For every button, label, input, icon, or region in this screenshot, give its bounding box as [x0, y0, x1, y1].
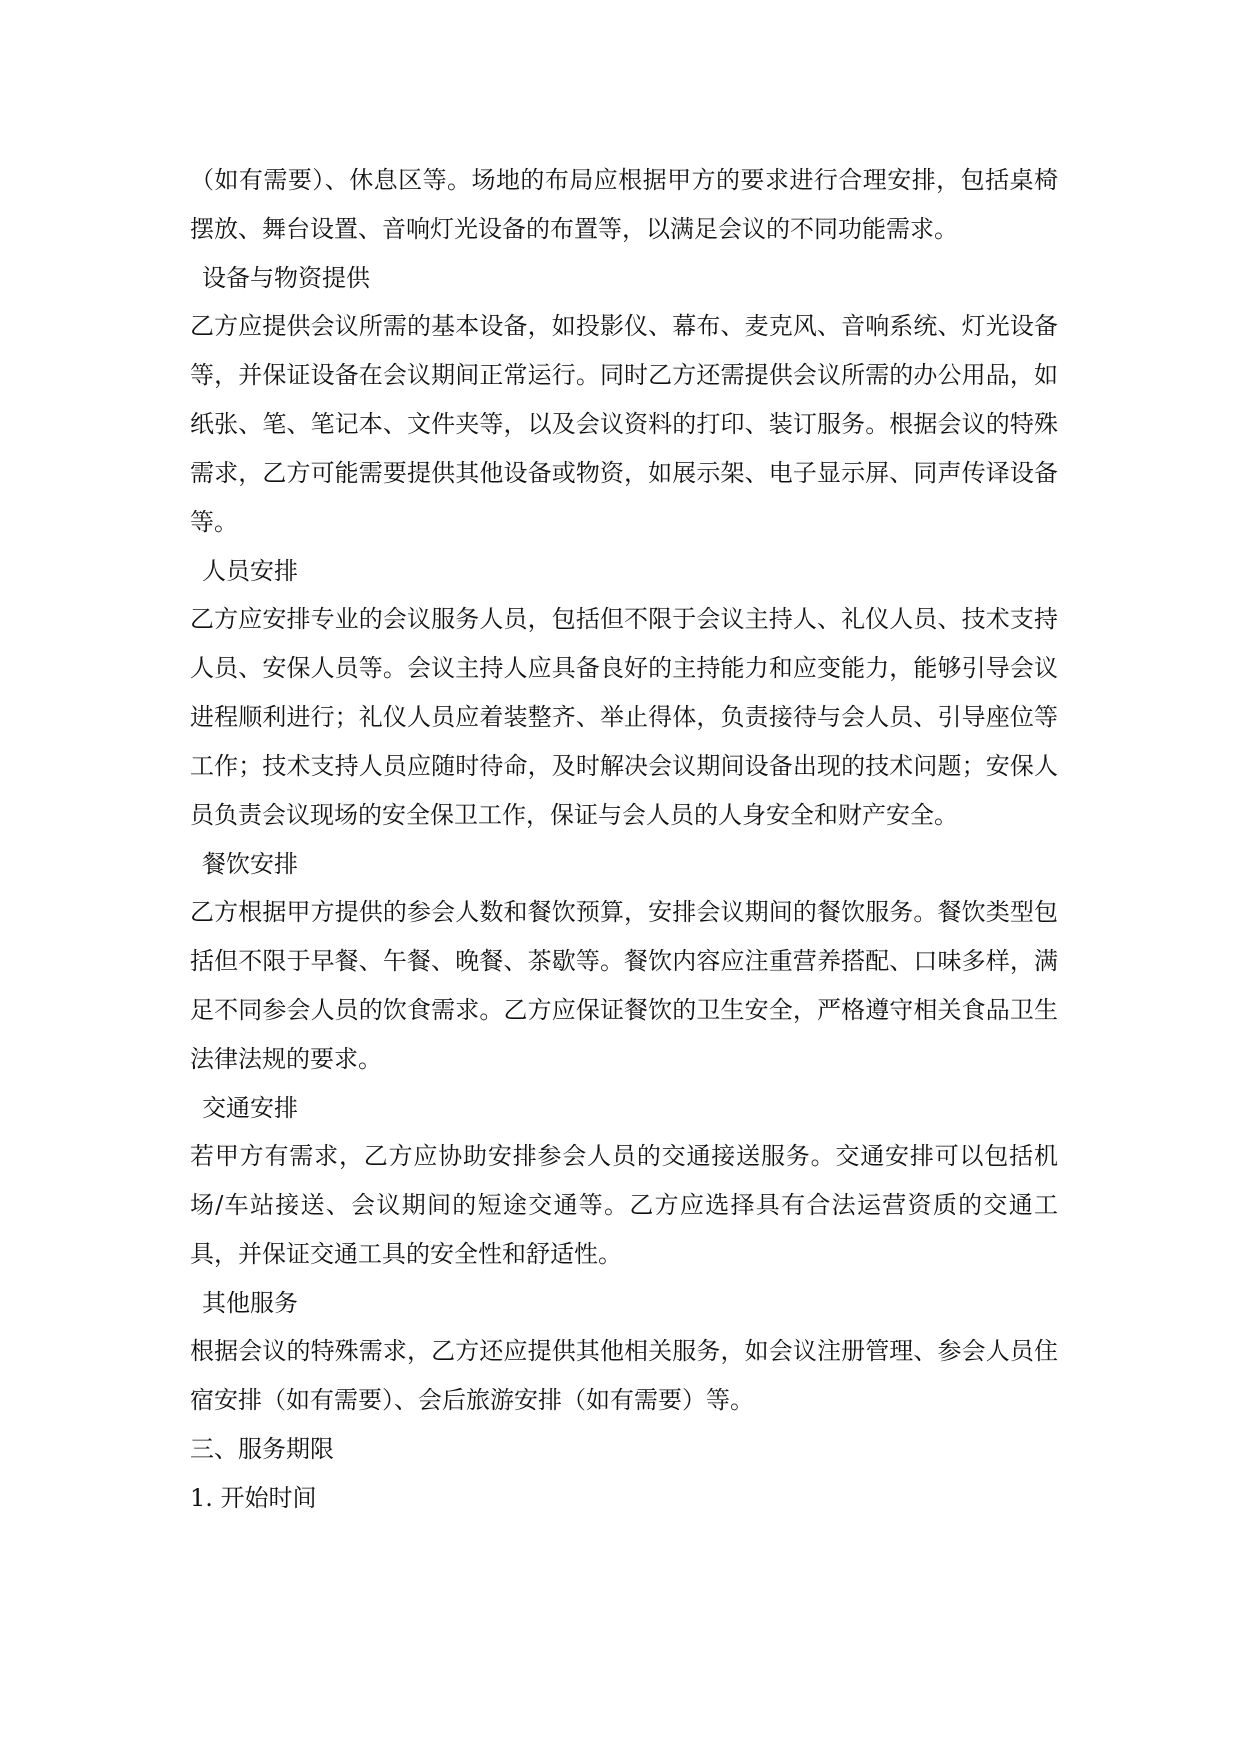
catering-heading: 餐饮安排 — [202, 850, 298, 878]
other-services-paragraph: 根据会议的特殊需求，乙方还应提供其他相关服务，如会议注册管理、参会人员住宿安排（如有需要）、会后旅游安排（如有需要）等。 — [190, 1337, 1058, 1414]
service-term-section-title: 三、服务期限 — [190, 1435, 334, 1463]
equipment-heading: 设备与物资提供 — [202, 264, 370, 292]
catering-paragraph: 乙方根据甲方提供的参会人数和餐饮预算，安排会议期间的餐饮服务。餐饮类型包括但不限于早餐、午餐、晚餐、茶歇等。餐饮内容应注重营养搭配、口味多样，满足不同参会人员的饮食需求。乙方应保证餐饮的卫生安全，严格遵守相关食品卫生法律法规的要求。 — [190, 898, 1058, 1073]
staffing-heading: 人员安排 — [202, 557, 298, 585]
staffing-paragraph: 乙方应安排专业的会议服务人员，包括但不限于会议主持人、礼仪人员、技术支持人员、安保人员等。会议主持人应具备良好的主持能力和应变能力，能够引导会议进程顺利进行；礼仪人员应着装整齐、举止得体，负责接待与会人员、引导座位等工作；技术支持人员应随时待命，及时解决会议期间设备出现的技术问题；安保人员负责会议现场的安全保卫工作，保证与会人员的人身安全和财产安全。 — [190, 605, 1058, 829]
start-time-item: 1. 开始时间 — [190, 1484, 317, 1512]
transport-heading: 交通安排 — [202, 1094, 298, 1122]
equipment-paragraph: 乙方应提供会议所需的基本设备，如投影仪、幕布、麦克风、音响系统、灯光设备等，并保证设备在会议期间正常运行。同时乙方还需提供会议所需的办公用品，如纸张、笔、笔记本、文件夹等，以及会议资料的打印、装订服务。根据会议的特殊需求，乙方可能需要提供其他设备或物资，如展示架、电子显示屏、同声传译设备等。 — [190, 312, 1058, 536]
other-services-heading: 其他服务 — [202, 1289, 298, 1317]
venue-layout-paragraph: （如有需要）、休息区等。场地的布局应根据甲方的要求进行合理安排，包括桌椅摆放、舞台设置、音响灯光设备的布置等，以满足会议的不同功能需求。 — [190, 166, 1058, 243]
transport-paragraph: 若甲方有需求，乙方应协助安排参会人员的交通接送服务。交通安排可以包括机场/车站接送、会议期间的短途交通等。乙方应选择具有合法运营资质的交通工具，并保证交通工具的安全性和舒适性。 — [190, 1142, 1058, 1268]
document-body — [190, 156, 1058, 1523]
